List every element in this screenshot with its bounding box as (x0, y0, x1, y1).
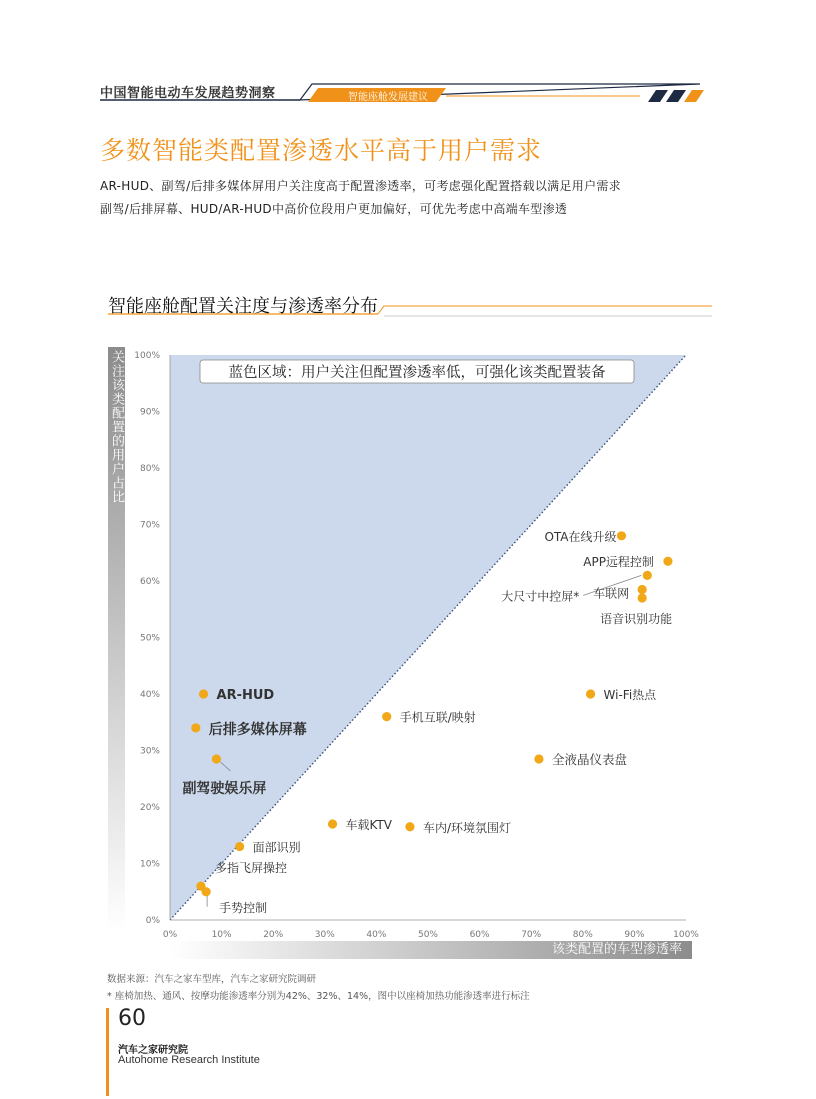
data-point (199, 689, 208, 698)
y-tick-label: 10% (139, 859, 160, 870)
y-tick-label: 40% (139, 690, 160, 700)
data-point (638, 593, 647, 602)
point-label: 多指飞屏操控 (214, 861, 287, 876)
data-point (382, 712, 391, 721)
data-point (212, 754, 221, 763)
point-label: OTA在线升级 (544, 529, 617, 544)
x-tick-label: 60% (469, 930, 490, 940)
y-tick-label: 0% (145, 916, 160, 926)
data-point (235, 842, 244, 851)
y-tick-label: 80% (139, 464, 160, 474)
point-label: 手机互联/映射 (399, 710, 476, 725)
footnote: * 座椅加热、通风、按摩功能渗透率分别为42%、32%、14%，图中以座椅加热功能渗透率进行标注 (107, 991, 530, 1002)
point-label: AR-HUD (216, 688, 275, 703)
x-tick-label: 10% (211, 930, 232, 940)
data-point (663, 557, 672, 566)
subtitle-line-1: AR-HUD、副驾/后排多媒体屏用户关注度高于配置渗透率，可考虑强化配置搭载以满足用户需求 (100, 179, 621, 193)
page-title: 多数智能类配置渗透水平高于用户需求 (100, 136, 543, 165)
y-tick-label: 70% (139, 520, 160, 531)
x-tick-label: 80% (572, 930, 593, 940)
x-tick-label: 100% (673, 930, 699, 940)
data-point (586, 689, 595, 698)
point-label: Wi-Fi热点 (603, 688, 657, 702)
x-tick-label: 50% (417, 930, 439, 940)
org-name-cn: 汽车之家研究院 (118, 1045, 188, 1056)
region-annotation: 蓝色区域：用户关注但配置渗透率低，可强化该类配置装备 (228, 365, 606, 381)
y-axis-label: 关注该类配置的用户占比 (109, 350, 124, 504)
chart-title: 智能座舱配置关注度与渗透率分布 (108, 296, 378, 317)
point-label: 语音识别功能 (600, 611, 673, 626)
point-label: 车内/环境氛围灯 (422, 820, 511, 835)
x-axis-label: 该类配置的车型渗透率 (551, 942, 682, 957)
data-point (191, 723, 200, 732)
report-title: 中国智能电动车发展趋势洞察 (100, 86, 276, 101)
data-point (617, 531, 626, 540)
page-number: 60 (118, 1006, 146, 1031)
section-tag: 智能座舱发展建议 (348, 92, 428, 103)
org-name-en: Autohome Research Institute (118, 1054, 260, 1066)
data-point (534, 754, 543, 763)
subtitle-line-2: 副驾/后排屏幕、HUD/AR-HUD中高价位段用户更加偏好，可优先考虑中高端车型渗透 (100, 202, 568, 216)
y-tick-label: 50% (139, 633, 160, 644)
page-bar (106, 1008, 109, 1096)
x-tick-label: 70% (521, 930, 542, 940)
point-label: 手势控制 (219, 900, 268, 915)
y-tick-label: 100% (134, 351, 160, 361)
y-tick-label: 90% (139, 407, 160, 418)
x-tick-label: 0% (162, 930, 178, 940)
data-point (328, 819, 337, 828)
point-label: 大尺寸中控屏* (501, 589, 580, 604)
point-label: 后排多媒体屏幕 (208, 721, 307, 738)
point-label: 车联网 (593, 586, 630, 601)
data-point (405, 822, 414, 831)
point-label: 面部识别 (252, 840, 301, 855)
x-tick-label: 20% (263, 930, 284, 940)
x-tick-label: 90% (624, 930, 645, 940)
source-note: 数据来源：汽车之家车型库，汽车之家研究院调研 (107, 974, 317, 985)
x-tick-label: 40% (366, 930, 387, 940)
data-point (643, 571, 652, 580)
y-tick-label: 60% (139, 577, 160, 587)
y-tick-label: 20% (139, 803, 160, 813)
point-label: 全液晶仪表盘 (551, 751, 627, 767)
point-label: 车载KTV (345, 817, 393, 832)
point-label: 副驾驶娱乐屏 (182, 780, 267, 797)
point-label: APP远程控制 (583, 555, 654, 570)
x-tick-label: 30% (314, 930, 335, 940)
data-point (638, 585, 647, 594)
data-point (202, 887, 211, 896)
y-tick-label: 30% (139, 746, 160, 757)
